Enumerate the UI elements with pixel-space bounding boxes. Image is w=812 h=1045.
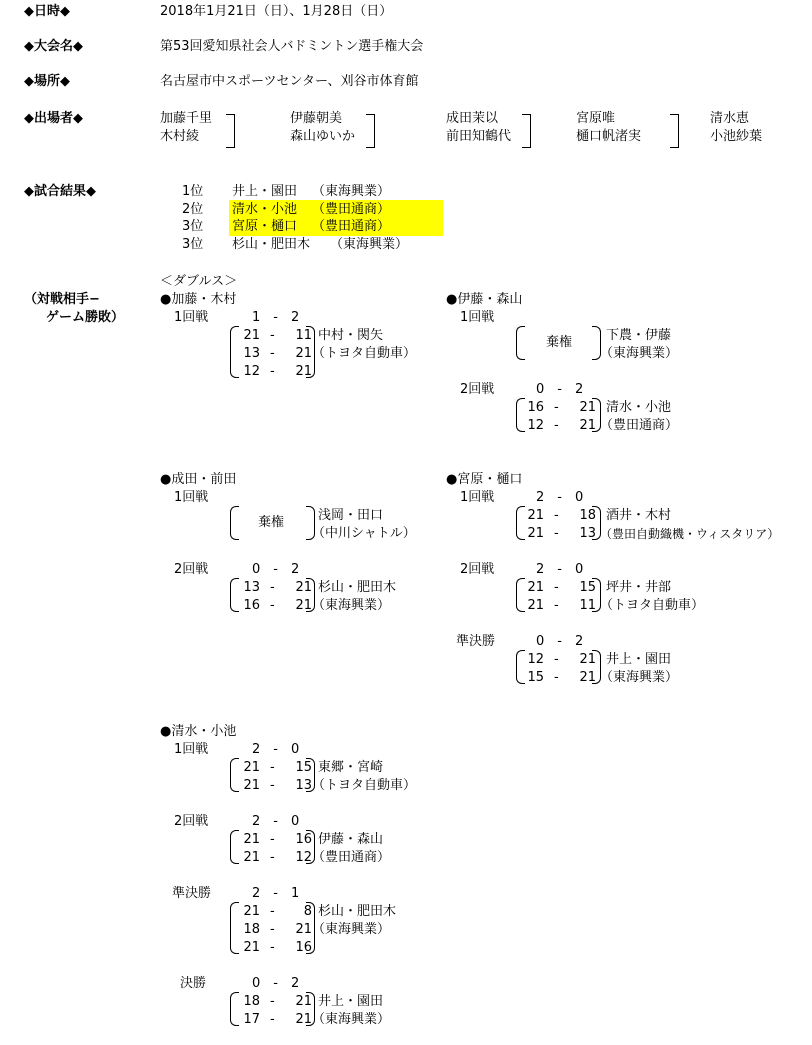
opponent-team: （東海興業） (600, 670, 679, 685)
default-label: 棄権 (258, 515, 285, 530)
pair-bracket (522, 114, 531, 148)
result-team: （豊田通商） (312, 202, 391, 217)
date-label: ◆日時◆ (24, 4, 70, 19)
player-name: 成田茉以 (446, 111, 499, 126)
opponent-team: （中川シャトル） (312, 526, 416, 541)
opponent-names: 杉山・肥田木 (318, 904, 397, 919)
result-names: 宮原・樋口 (232, 219, 298, 234)
default-bracket-left (516, 326, 525, 360)
opponent-team: （豊田通商） (600, 418, 679, 433)
result-names: 清水・小池 (232, 202, 298, 217)
result-team: （豊田通商） (312, 219, 391, 234)
default-bracket-left (230, 506, 239, 540)
opponent-team: （トヨタ自動車） (312, 346, 417, 361)
round-label: 1回戦 (174, 742, 209, 757)
venue-value: 名古屋市中スポーツセンター、刈谷市体育館 (160, 74, 419, 89)
opponent-team: （トヨタ自動車） (600, 598, 705, 613)
round-label: 2回戦 (460, 562, 495, 577)
round-label: 1回戦 (174, 490, 209, 505)
match-score: 2 - 0 (536, 562, 584, 577)
match-score: 1 - 2 (252, 310, 300, 325)
opponent-team: （豊田自動織機・ウィスタリア） (600, 527, 780, 541)
round-label: 2回戦 (460, 382, 495, 397)
opponent-names: 下農・伊藤 (606, 328, 672, 343)
result-rank: 3位 (182, 219, 204, 234)
result-rank: 3位 (182, 237, 204, 252)
result-names: 杉山・肥田木 (232, 237, 311, 252)
results-label: ◆試合結果◆ (24, 184, 96, 199)
opponent-team: （東海興業） (312, 598, 391, 613)
match-score: 2 - 0 (252, 742, 300, 757)
round-label: 2回戦 (174, 814, 209, 829)
opponent-names: 坪井・井部 (606, 580, 672, 595)
round-label: 1回戦 (460, 490, 495, 505)
pair-title: ●清水・小池 (160, 724, 237, 739)
opponent-team: （豊田通商） (312, 850, 391, 865)
doubles-label: ＜ダブルス＞ (160, 274, 238, 289)
opponent-names: 杉山・肥田木 (318, 580, 397, 595)
round-label: 準決勝 (172, 886, 212, 901)
opponent-names: 井上・園田 (606, 652, 672, 667)
pair-title: ●成田・前田 (160, 472, 237, 487)
result-team: （東海興業） (330, 237, 409, 252)
result-names: 井上・園田 (232, 184, 298, 199)
result-rank: 2位 (182, 202, 204, 217)
pair-title: ●宮原・樋口 (446, 472, 523, 487)
pair-bracket (366, 114, 375, 148)
date-value: 2018年1月21日（日）、1月28日（日） (160, 4, 393, 19)
players-label: ◆出場者◆ (24, 111, 83, 126)
venue-label: ◆場所◆ (24, 74, 70, 89)
section-label: （対戦相手− (24, 292, 100, 307)
result-team: （東海興業） (312, 184, 391, 199)
pair-title: ●伊藤・森山 (446, 292, 523, 307)
player-name: 伊藤朝美 (290, 111, 343, 126)
player-name: 清水恵 (710, 111, 750, 126)
round-label: 決勝 (180, 976, 207, 991)
match-score: 0 - 2 (252, 976, 300, 991)
match-score: 0 - 2 (536, 634, 584, 649)
opponent-names: 中村・関矢 (318, 328, 384, 343)
player-name: 木村綾 (160, 129, 200, 144)
match-score: 0 - 2 (252, 562, 300, 577)
opponent-team: （トヨタ自動車） (312, 778, 417, 793)
opponent-team: （東海興業） (312, 922, 391, 937)
opponent-team: （東海興業） (600, 346, 679, 361)
result-rank: 1位 (182, 184, 204, 199)
player-name: 樋口帆渚実 (576, 129, 642, 144)
player-name: 森山ゆいか (290, 129, 356, 144)
default-label: 棄権 (546, 335, 573, 350)
pair-bracket (670, 114, 679, 148)
opponent-names: 清水・小池 (606, 400, 672, 415)
player-name: 前田知鶴代 (446, 129, 512, 144)
opponent-names: 浅岡・田口 (318, 508, 384, 523)
round-label: 2回戦 (174, 562, 209, 577)
match-score: 2 - 0 (252, 814, 300, 829)
pair-bracket (226, 114, 235, 148)
match-score: 2 - 0 (536, 490, 584, 505)
event-label: ◆大会名◆ (24, 39, 83, 54)
event-value: 第53回愛知県社会人バドミントン選手権大会 (160, 39, 424, 54)
opponent-names: 東郷・宮崎 (318, 760, 384, 775)
pair-title: ●加藤・木村 (160, 292, 237, 307)
section-label-2: ゲーム勝敗） (46, 310, 125, 325)
opponent-team: （東海興業） (312, 1012, 391, 1027)
round-label: 準決勝 (456, 634, 496, 649)
opponent-names: 酒井・木村 (606, 508, 672, 523)
match-score: 0 - 2 (536, 382, 584, 397)
round-label: 1回戦 (174, 310, 209, 325)
player-name: 加藤千里 (160, 111, 213, 126)
opponent-names: 伊藤・森山 (318, 832, 384, 847)
round-label: 1回戦 (460, 310, 495, 325)
player-name: 小池紗葉 (710, 129, 763, 144)
match-score: 2 - 1 (252, 886, 300, 901)
player-name: 宮原唯 (576, 111, 616, 126)
opponent-names: 井上・園田 (318, 994, 384, 1009)
